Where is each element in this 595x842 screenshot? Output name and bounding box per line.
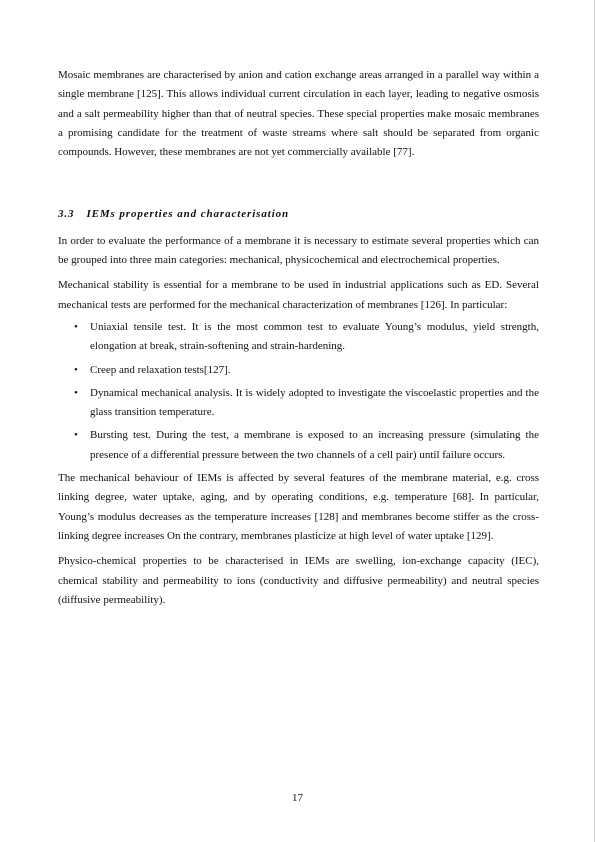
section-title: IEMs properties and characterisation bbox=[86, 208, 290, 221]
mechanical-tests-list bbox=[58, 318, 539, 465]
list-item bbox=[58, 361, 539, 380]
bullet-icon: • bbox=[74, 363, 78, 376]
list-item bbox=[58, 384, 539, 423]
list-item-text: Dynamical mechanical analysis. It is widely adopted to investigate the viscoelastic properties and the glass transition temperature. bbox=[90, 386, 539, 419]
bullet-icon: • bbox=[74, 320, 78, 333]
paragraph-properties-intro: In order to evaluate the performance of a membrane it is necessary to estimate several properties which can be grouped into three main categories: mechanical, physicochemical and electrochemical properties. bbox=[58, 234, 539, 267]
list-item-text: Creep and relaxation tests[127]. bbox=[90, 363, 231, 376]
list-item-text: Bursting test. During the test, a membrane is exposed to an increasing pressure (simulating the presence of a differential pressure between the two channels of a cell pair) until failure occurs. bbox=[90, 429, 539, 461]
bullet-icon: • bbox=[74, 386, 78, 399]
list-item bbox=[58, 318, 539, 357]
paragraph-mechanical-stability: Mechanical stability is essential for a membrane to be used in industrial applications such as ED. Several mechanical tests are performed for the mechanical characterization of membranes [126]. In particular: bbox=[58, 279, 539, 311]
section-number: 3.3 bbox=[58, 208, 75, 221]
list-item bbox=[58, 426, 539, 465]
paragraph-mosaic-membranes: Mosaic membranes are characterised by anion and cation exchange areas arranged in a parallel way within a single membrane [125]. This allows individual current circulation in each layer, leading to negative osmosis and a salt permeability higher than that of neutral species. These special properties make mosaic membranes a promising candidate for the treatment of waste streams where salt should be separated from organic compounds. However, these membranes are not yet commercially available [77]. bbox=[58, 69, 539, 159]
list-item-text: Uniaxial tensile test. It is the most common test to evaluate Young’s modulus, yield strength, elongation at break, strain-softening and strain-hardening. bbox=[90, 320, 539, 353]
page-content bbox=[58, 66, 539, 610]
section-heading bbox=[58, 205, 539, 224]
paragraph-mechanical-behaviour: The mechanical behaviour of IEMs is affected by several features of the membrane material, e.g. cross linking degree, water uptake, aging, and by operating conditions, e.g. temperature [68]. In particular, Young’s modulus decreases as the temperature increases [128] and membranes become stiffer as the cross-linking degree increases On the contrary, membranes plasticize at high level of water uptake [129]. bbox=[58, 472, 539, 542]
page-number: 17 bbox=[292, 792, 303, 804]
bullet-icon: • bbox=[74, 429, 78, 442]
paragraph-physico-chemical: Physico-chemical properties to be characterised in IEMs are swelling, ion-exchange capacity (IEC), chemical stability and permeability to ions (conductivity and diffusive permeability) and neutral species (diffusive permeability). bbox=[58, 555, 539, 606]
